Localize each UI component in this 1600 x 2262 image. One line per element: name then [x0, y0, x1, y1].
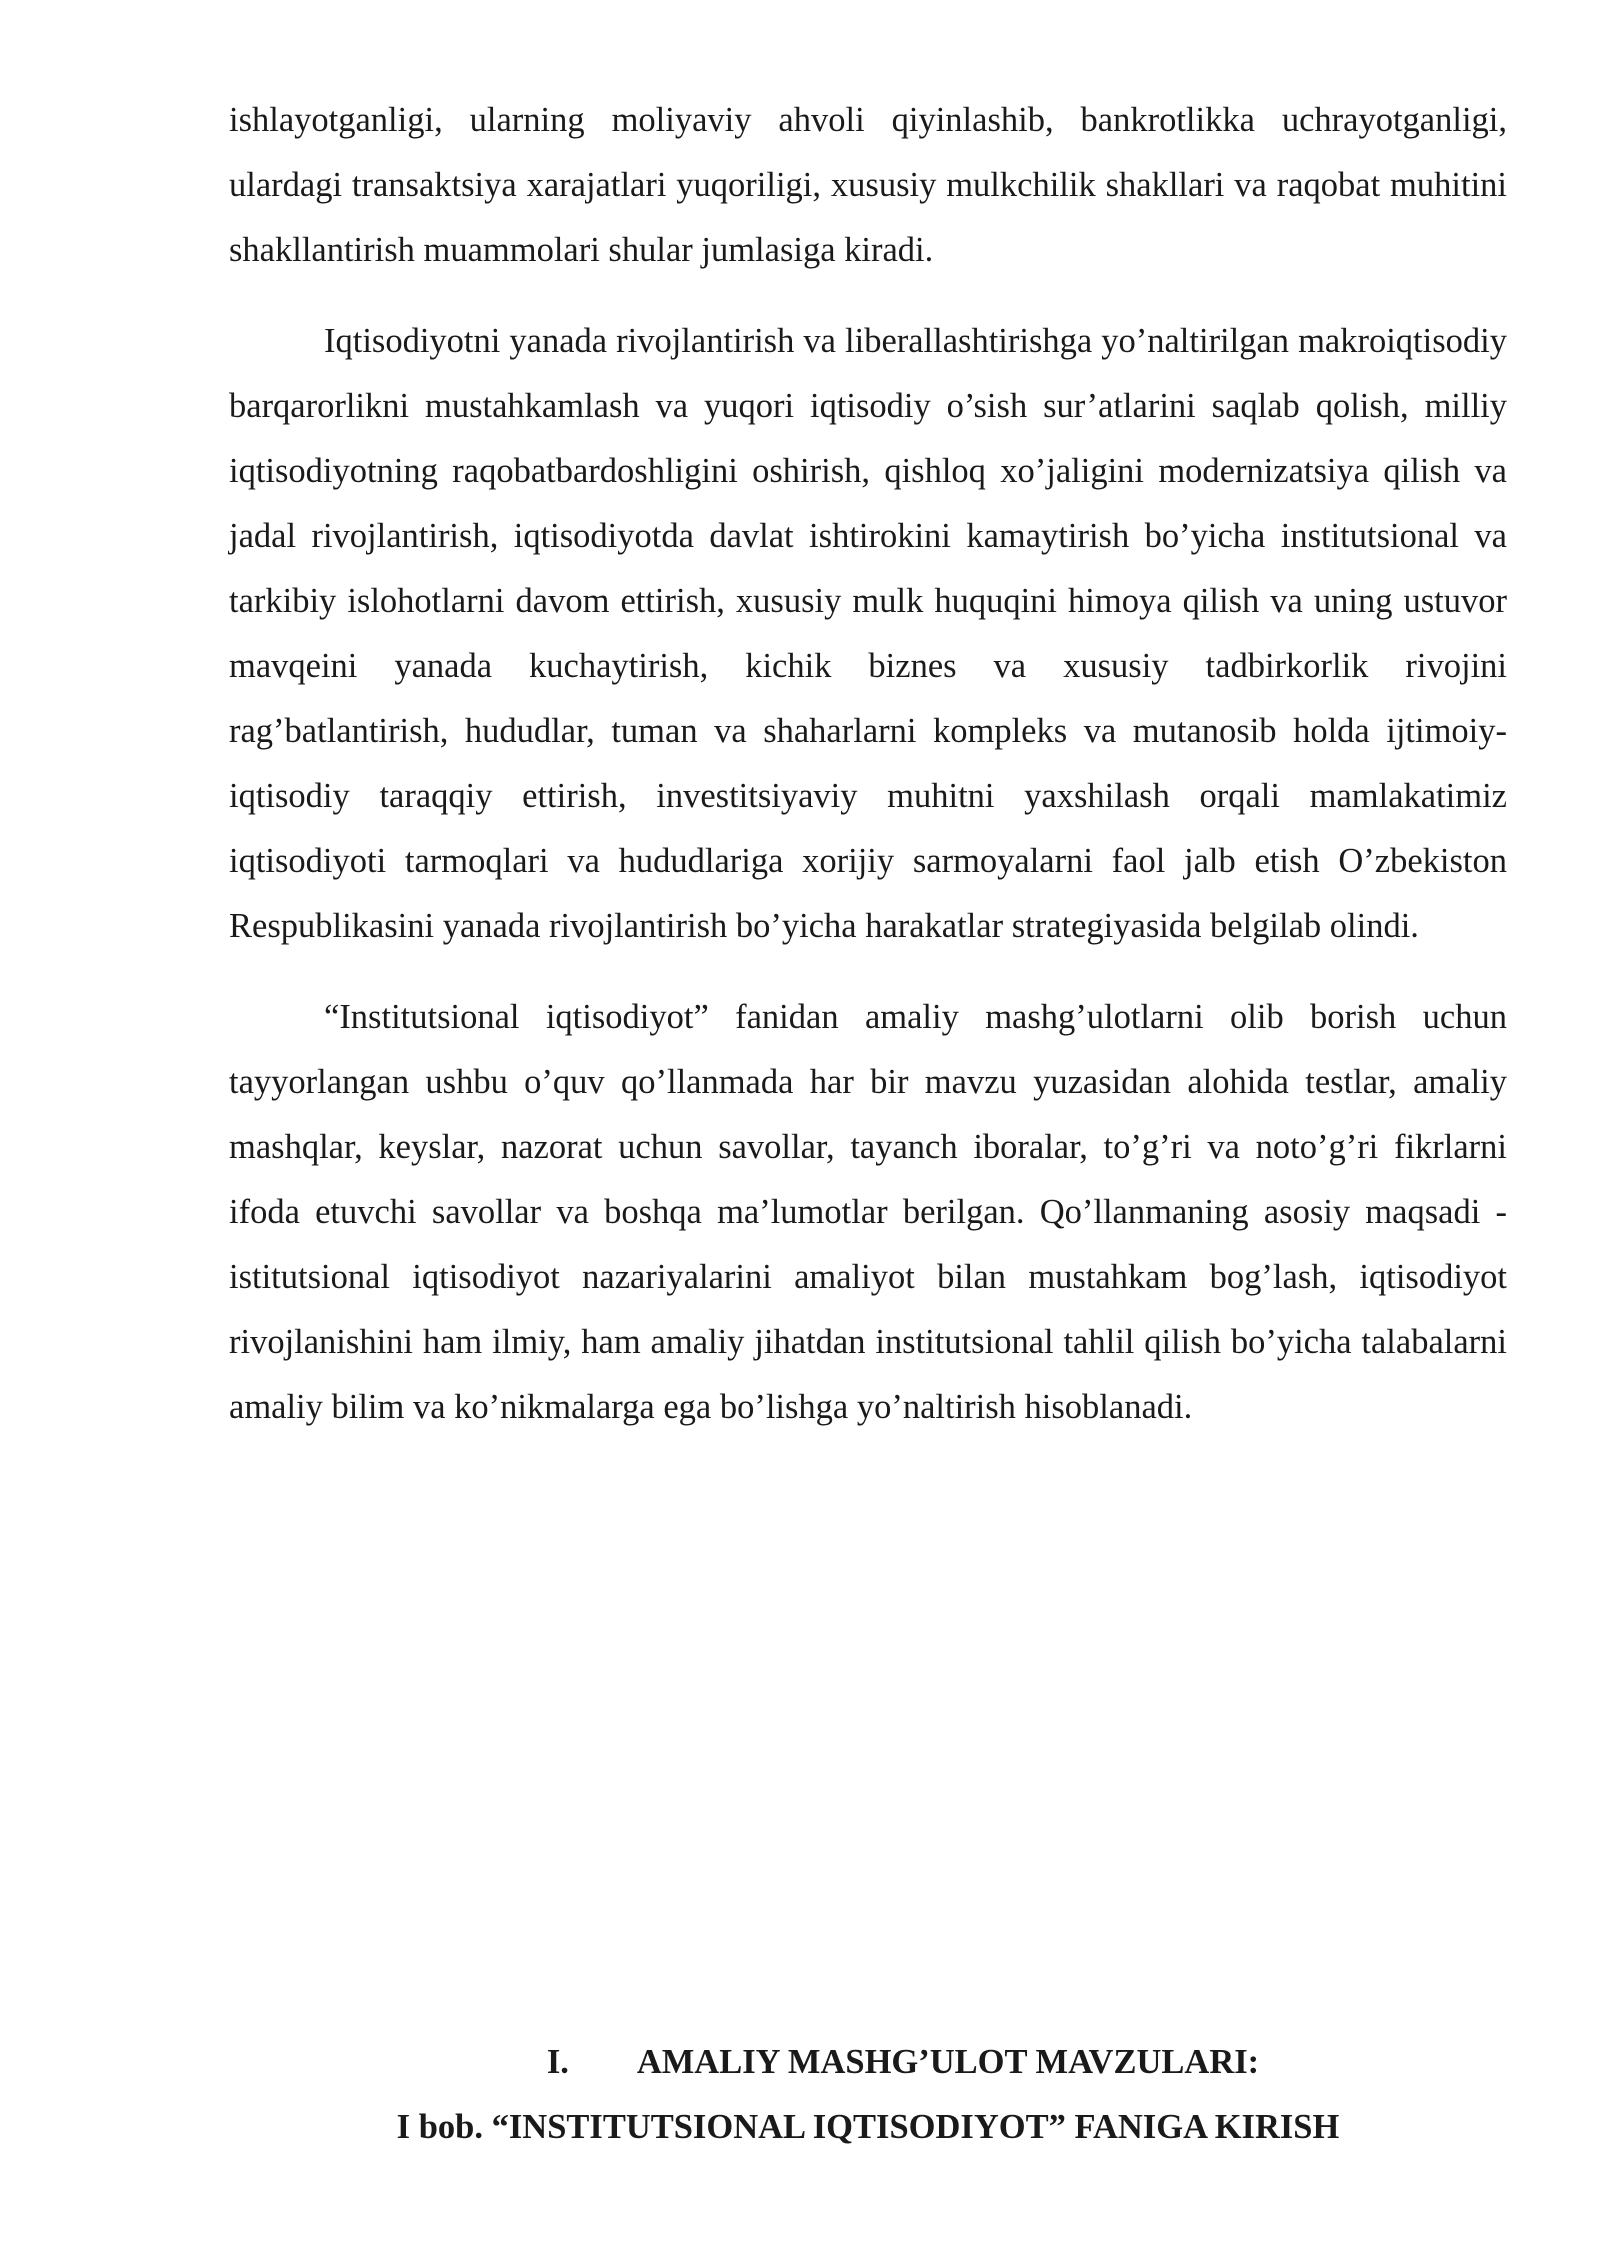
- section-title: AMALIY MASHG’ULOT MAVZULARI:: [636, 2043, 1260, 2081]
- section-number: I.: [546, 2043, 569, 2081]
- section-heading: [229, 2030, 1507, 2160]
- chapter-title: I bob. “INSTITUTSIONAL IQTISODIYOT” FANIGA KIRISH: [396, 2108, 1340, 2146]
- document-body: [229, 88, 1507, 1440]
- paragraph-continuation: ishlayotganligi, ularning moliyaviy ahvoli qiyinlashib, bankrotlikka uchrayotganligi, ulardagi transaktsiya xarajatlari yuqoriligi, xususiy mulkchilik shakllari va raqobat muhitini shakllantirish muammolari shular jumlasiga kiradi.: [229, 101, 1507, 269]
- section-title-line: [229, 2030, 1507, 2095]
- paragraph-manual-purpose: “Institutsional iqtisodiyot” fanidan amaliy mashg’ulotlarni olib borish uchun tayyorlangan ushbu o’quv qo’llanmada har bir mavzu yuzasidan alohida testlar, amaliy mashqlar, keyslar, nazorat uchun savollar, tayanch iboralar, to’g’ri va noto’g’ri fikrlarni ifoda etuvchi savollar va boshqa ma’lumotlar berilgan. Qo’llanmaning asosiy maqsadi - istitutsional iqtisodiyot nazariyalarini amaliyot bilan mustahkam bog’lash, iqtisodiyot rivojlanishini ham ilmiy, ham amaliy jihatdan institutsional tahlil qilish bo’yicha talabalarni amaliy bilim va ko’nikmalarga ega bo’lishga yo’naltirish hisoblanadi.: [229, 998, 1507, 1426]
- paragraph-strategy: Iqtisodiyotni yanada rivojlantirish va liberallashtirishga yo’naltirilgan makroiqtisodiy barqarorlikni mustahkamlash va yuqori iqtisodiy o’sish sur’atlarini saqlab qolish, milliy iqtisodiyotning raqobatbardoshligini oshirish, qishloq xo’jaligini modernizatsiya qilish va jadal rivojlantirish, iqtisodiyotda davlat ishtirokini kamaytirish bo’yicha institutsional va tarkibiy islohotlarni davom ettirish, xususiy mulk huquqini himoya qilish va uning ustuvor mavqeini yanada kuchaytirish, kichik biznes va xususiy tadbirkorlik rivojini rag’batlantirish, hududlar, tuman va shaharlarni kompleks va mutanosib holda ijtimoiy-iqtisodiy taraqqiy ettirish, investitsiyaviy muhitni yaxshilash orqali mamlakatimiz iqtisodiyoti tarmoqlari va hududlariga xorijiy sarmoyalarni faol jalb etish O’zbekiston Respublikasini yanada rivojlantirish bo’yicha harakatlar strategiyasida belgilab olindi.: [229, 322, 1507, 945]
